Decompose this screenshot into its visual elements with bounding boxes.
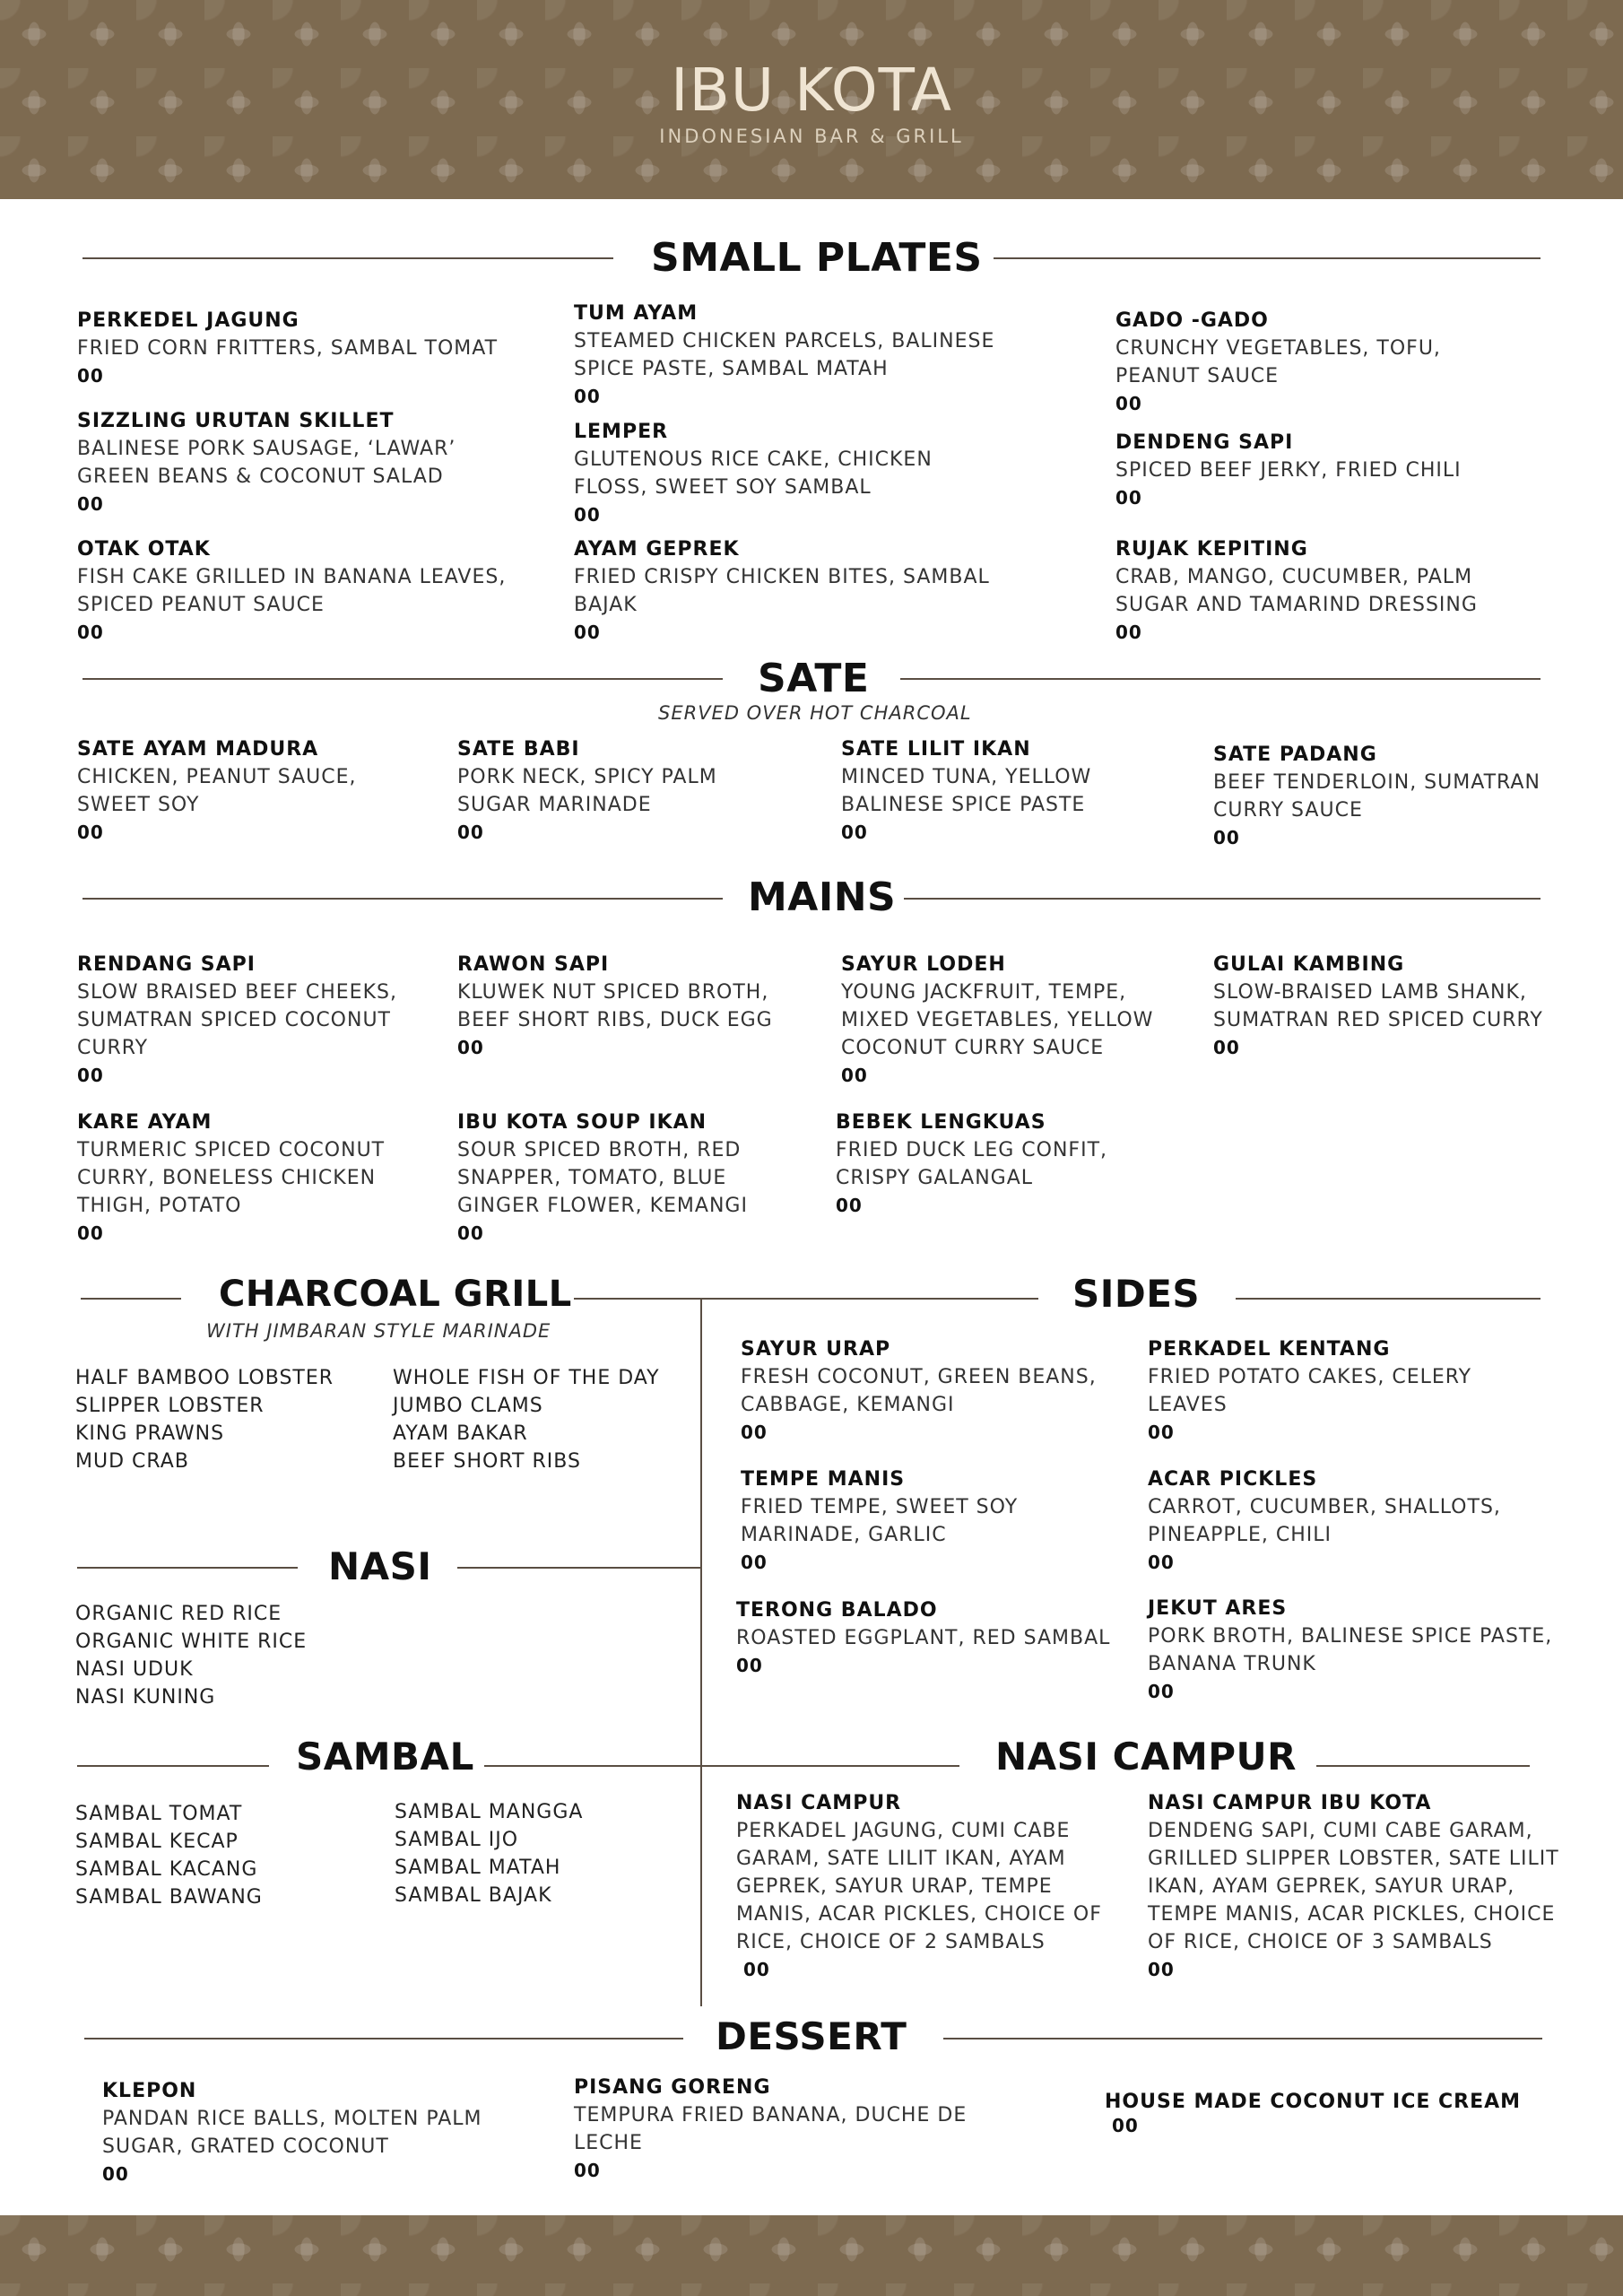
menu-item xyxy=(457,1109,780,1248)
item-name: SIZZLING URUTAN SKILLET xyxy=(77,410,395,432)
item-description: TURMERIC SPICED COCONUT CURRY, BONELESS CHICKEN THIGH, POTATO xyxy=(77,1139,386,1217)
item-name: TERONG BALADO xyxy=(736,1599,938,1622)
item-price: 00 xyxy=(836,1195,863,1216)
item-description: TEMPURA FRIED BANANA, DUCHE DE LECHE xyxy=(574,2104,968,2154)
item-description: YOUNG JACKFRUIT, TEMPE, MIXED VEGETABLES, YELLOW COCONUT CURRY SAUCE xyxy=(841,981,1154,1059)
restaurant-tagline: INDONESIAN BAR & GRILL xyxy=(659,126,964,147)
section-title-sambal: SAMBAL xyxy=(296,1735,474,1779)
section-title-dessert: DESSERT xyxy=(716,2014,907,2058)
footer-band xyxy=(0,2215,1623,2296)
item-price: 00 xyxy=(1148,1552,1175,1573)
section-title-mains: MAINS xyxy=(748,874,897,920)
menu-item xyxy=(574,535,1013,647)
item-price: 00 xyxy=(1148,1959,1175,1980)
item-description: SPICED BEEF JERKY, FRIED CHILI xyxy=(1115,459,1462,482)
item-description: PORK BROTH, BALINESE SPICE PASTE, BANANA TRUNK xyxy=(1148,1625,1553,1675)
item-name: IBU KOTA SOUP IKAN xyxy=(457,1111,707,1134)
item-price: 00 xyxy=(77,622,104,643)
item-price: 00 xyxy=(841,1065,868,1086)
section-rule xyxy=(994,257,1541,259)
nasi-item: NASI KUNING xyxy=(75,1686,216,1709)
item-description: SLOW-BRAISED LAMB SHANK, SUMATRAN RED SPICED CURRY xyxy=(1213,981,1543,1031)
item-name: PISANG GORENG xyxy=(574,2076,771,2099)
section-title-small-plates: SMALL PLATES xyxy=(651,235,983,281)
item-name: SATE AYAM MADURA xyxy=(77,738,319,761)
section-title-nasi: NASI xyxy=(328,1544,432,1588)
item-name: SATE BABI xyxy=(457,738,580,761)
grill-item: JUMBO CLAMS xyxy=(393,1395,543,1417)
item-description: FRIED TEMPE, SWEET SOY MARINADE, GARLIC xyxy=(741,1496,1019,1546)
item-price: 00 xyxy=(1148,1422,1175,1443)
menu-item xyxy=(736,1596,1131,1680)
item-name: KLEPON xyxy=(102,2080,197,2102)
item-description: PORK NECK, SPICY PALM SUGAR MARINADE xyxy=(457,766,717,816)
item-price: 00 xyxy=(574,2160,601,2181)
section-rule xyxy=(1316,1765,1530,1767)
sambal-list-col2 xyxy=(395,1798,583,1909)
item-name: LEMPER xyxy=(574,421,669,443)
item-name: GADO -GADO xyxy=(1115,309,1269,332)
item-price: 00 xyxy=(1148,1681,1175,1702)
item-price: 00 xyxy=(77,1222,104,1244)
menu-item xyxy=(736,1789,1113,1984)
item-price: 00 xyxy=(1115,487,1142,509)
section-rule xyxy=(701,1298,1038,1300)
grill-list-col2 xyxy=(393,1364,660,1475)
item-name: RAWON SAPI xyxy=(457,953,610,976)
item-description: FRIED CRISPY CHICKEN BITES, SAMBAL BAJAK xyxy=(574,566,990,616)
item-description: PERKADEL JAGUNG, CUMI CABE GARAM, SATE LILIT IKAN, AYAM GEPREK, SAYUR URAP, TEMPE MANIS, ACAR PICKLES, CHOICE OF RICE, CHOICE OF 2 SAMBALS xyxy=(736,1820,1102,1953)
grill-item: HALF BAMBOO LOBSTER xyxy=(75,1367,334,1389)
section-rule xyxy=(943,2038,1542,2039)
nasi-item: ORGANIC WHITE RICE xyxy=(75,1631,308,1653)
sambal-item: SAMBAL BAWANG xyxy=(75,1886,263,1909)
item-description: FRIED DUCK LEG CONFIT, CRISPY GALANGAL xyxy=(836,1139,1107,1189)
grill-item: SLIPPER LOBSTER xyxy=(75,1395,265,1417)
section-subtitle-sate: SERVED OVER HOT CHARCOAL xyxy=(658,702,972,724)
item-price: 00 xyxy=(77,493,104,515)
menu-item xyxy=(1105,2088,1571,2135)
sambal-list-col1 xyxy=(75,1800,263,1911)
item-price: 00 xyxy=(1115,393,1142,414)
item-name: NASI CAMPUR IBU KOTA xyxy=(1148,1792,1432,1814)
item-description: ROASTED EGGPLANT, RED SAMBAL xyxy=(736,1627,1111,1649)
item-description: GLUTENOUS RICE CAKE, CHICKEN FLOSS, SWEET SOY SAMBAL xyxy=(574,448,933,499)
menu-item xyxy=(1213,951,1563,1062)
item-price: 00 xyxy=(1213,827,1240,848)
sambal-item: SAMBAL BAJAK xyxy=(395,1884,552,1907)
section-rule xyxy=(574,1298,701,1300)
item-description: DENDENG SAPI, CUMI CABE GARAM, GRILLED SLIPPER LOBSTER, SATE LILIT IKAN, AYAM GEPREK, SAYUR URAP, TEMPE MANIS, ACAR PICKLES, CHOICE OF RICE, CHOICE OF 3 SAMBALS xyxy=(1148,1820,1559,1953)
section-title-sate: SATE xyxy=(758,656,870,701)
menu-item xyxy=(1115,535,1528,647)
item-price: 00 xyxy=(77,822,104,843)
item-name: RUJAK KEPITING xyxy=(1115,538,1308,561)
item-name: RENDANG SAPI xyxy=(77,953,256,976)
section-rule xyxy=(904,898,1541,900)
section-subtitle-charcoal-grill: WITH JIMBARAN STYLE MARINADE xyxy=(206,1320,551,1342)
sambal-item: SAMBAL KACANG xyxy=(75,1858,258,1881)
item-price: 00 xyxy=(574,504,601,526)
section-rule xyxy=(77,1567,298,1569)
menu-item xyxy=(741,1335,1117,1447)
section-rule xyxy=(77,1765,269,1767)
menu-item xyxy=(77,535,516,647)
item-name: SATE LILIT IKAN xyxy=(841,738,1031,761)
grill-item: MUD CRAB xyxy=(75,1450,189,1473)
item-description: STEAMED CHICKEN PARCELS, BALINESE SPICE PASTE, SAMBAL MATAH xyxy=(574,330,995,380)
item-description: CHICKEN, PEANUT SAUCE, SWEET SOY xyxy=(77,766,357,816)
column-divider xyxy=(700,1298,702,2006)
item-price: 00 xyxy=(457,1222,484,1244)
item-price: 00 xyxy=(1112,2115,1139,2136)
grill-item: WHOLE FISH OF THE DAY xyxy=(393,1367,660,1389)
nasi-item: ORGANIC RED RICE xyxy=(75,1603,282,1625)
menu-item xyxy=(77,407,499,518)
item-description: FRIED POTATO CAKES, CELERY LEAVES xyxy=(1148,1366,1472,1416)
grill-item: AYAM BAKAR xyxy=(393,1422,528,1445)
menu-item xyxy=(574,418,977,529)
item-name: ACAR PICKLES xyxy=(1148,1468,1318,1491)
item-description: CARROT, CUCUMBER, SHALLOTS, PINEAPPLE, CHILI xyxy=(1148,1496,1501,1546)
menu-item xyxy=(841,735,1146,847)
sambal-item: SAMBAL KECAP xyxy=(75,1831,239,1853)
menu-item xyxy=(841,951,1173,1090)
menu-item xyxy=(457,735,780,847)
menu-item xyxy=(77,951,427,1090)
item-description: SLOW BRAISED BEEF CHEEKS, SUMATRAN SPICED COCONUT CURRY xyxy=(77,981,397,1059)
item-name: HOUSE MADE COCONUT ICE CREAM xyxy=(1105,2091,1522,2113)
menu-item xyxy=(1148,1789,1560,1984)
item-price: 00 xyxy=(102,2163,129,2185)
section-rule xyxy=(701,1765,959,1767)
item-description: BEEF TENDERLOIN, SUMATRAN CURRY SAUCE xyxy=(1213,771,1541,822)
item-name: BEBEK LENGKUAS xyxy=(836,1111,1046,1134)
item-description: FRIED CORN FRITTERS, SAMBAL TOMAT xyxy=(77,337,499,360)
item-name: NASI CAMPUR xyxy=(736,1792,902,1814)
menu-item xyxy=(457,951,807,1062)
item-price: 00 xyxy=(77,365,104,387)
item-price: 00 xyxy=(457,1037,484,1058)
grill-item: BEEF SHORT RIBS xyxy=(393,1450,581,1473)
section-title-nasi-campur: NASI CAMPUR xyxy=(995,1735,1298,1779)
menu-item xyxy=(77,307,525,390)
nasi-list xyxy=(75,1600,307,1711)
menu-item xyxy=(836,1109,1167,1220)
menu-item xyxy=(1148,1335,1506,1447)
sambal-item: SAMBAL MATAH xyxy=(395,1857,561,1879)
menu-item xyxy=(1115,429,1528,512)
menu-item xyxy=(574,300,1013,411)
item-price: 00 xyxy=(743,1959,770,1980)
item-name: PERKADEL KENTANG xyxy=(1148,1338,1391,1361)
item-description: CRAB, MANGO, CUCUMBER, PALM SUGAR AND TAMARIND DRESSING xyxy=(1115,566,1478,616)
section-rule xyxy=(82,257,613,259)
section-rule xyxy=(457,1567,701,1569)
item-name: PERKEDEL JAGUNG xyxy=(77,309,299,332)
menu-item xyxy=(1148,1595,1560,1706)
section-rule xyxy=(81,1298,181,1300)
section-rule xyxy=(82,898,723,900)
section-rule xyxy=(1236,1298,1541,1300)
item-name: TUM AYAM xyxy=(574,302,699,325)
item-name: AYAM GEPREK xyxy=(574,538,740,561)
item-description: MINCED TUNA, YELLOW BALINESE SPICE PASTE xyxy=(841,766,1092,816)
grill-list-col1 xyxy=(75,1364,334,1475)
grill-item: KING PRAWNS xyxy=(75,1422,225,1445)
item-description: FISH CAKE GRILLED IN BANANA LEAVES, SPICED PEANUT SAUCE xyxy=(77,566,507,616)
menu-item xyxy=(1213,741,1554,852)
item-name: JEKUT ARES xyxy=(1148,1597,1288,1620)
menu-item xyxy=(1148,1465,1560,1577)
item-name: SAYUR URAP xyxy=(741,1338,891,1361)
item-name: DENDENG SAPI xyxy=(1115,431,1294,454)
section-rule xyxy=(84,2038,683,2039)
item-description: FRESH COCONUT, GREEN BEANS, CABBAGE, KEMANGI xyxy=(741,1366,1097,1416)
item-price: 00 xyxy=(736,1655,763,1676)
restaurant-logo-title: IBU KOTA xyxy=(671,56,952,125)
item-description: KLUWEK NUT SPICED BROTH, BEEF SHORT RIBS, DUCK EGG xyxy=(457,981,773,1031)
item-price: 00 xyxy=(457,822,484,843)
item-price: 00 xyxy=(574,386,601,407)
item-description: CRUNCHY VEGETABLES, TOFU, PEANUT SAUCE xyxy=(1115,337,1441,387)
item-description: PANDAN RICE BALLS, MOLTEN PALM SUGAR, GRATED COCONUT xyxy=(102,2108,482,2158)
menu-item xyxy=(102,2077,506,2188)
item-price: 00 xyxy=(841,822,868,843)
menu-item xyxy=(741,1465,1099,1577)
section-rule xyxy=(900,678,1541,680)
section-rule xyxy=(82,678,723,680)
item-description: BALINESE PORK SAUSAGE, ‘LAWAR’ GREEN BEANS & COCONUT SALAD xyxy=(77,438,456,488)
item-price: 00 xyxy=(1213,1037,1240,1058)
item-price: 00 xyxy=(77,1065,104,1086)
nasi-item: NASI UDUK xyxy=(75,1658,194,1681)
section-title-charcoal-grill: CHARCOAL GRILL xyxy=(219,1274,572,1315)
menu-item xyxy=(1115,307,1528,418)
item-price: 00 xyxy=(574,622,601,643)
item-description: SOUR SPICED BROTH, RED SNAPPER, TOMATO, BLUE GINGER FLOWER, KEMANGI xyxy=(457,1139,748,1217)
sambal-item: SAMBAL TOMAT xyxy=(75,1803,243,1825)
item-name: SATE PADANG xyxy=(1213,744,1377,766)
item-price: 00 xyxy=(741,1552,768,1573)
item-price: 00 xyxy=(1115,622,1142,643)
item-name: OTAK OTAK xyxy=(77,538,211,561)
header-band xyxy=(0,0,1623,199)
menu-item xyxy=(77,735,418,847)
sambal-item: SAMBAL IJO xyxy=(395,1829,519,1851)
item-price: 00 xyxy=(741,1422,768,1443)
section-rule xyxy=(484,1765,701,1767)
item-name: TEMPE MANIS xyxy=(741,1468,906,1491)
menu-item xyxy=(574,2074,977,2185)
sambal-item: SAMBAL MANGGA xyxy=(395,1801,584,1823)
item-name: GULAI KAMBING xyxy=(1213,953,1405,976)
menu-item xyxy=(77,1109,409,1248)
item-name: SAYUR LODEH xyxy=(841,953,1006,976)
section-title-sides: SIDES xyxy=(1072,1272,1201,1316)
item-name: KARE AYAM xyxy=(77,1111,213,1134)
